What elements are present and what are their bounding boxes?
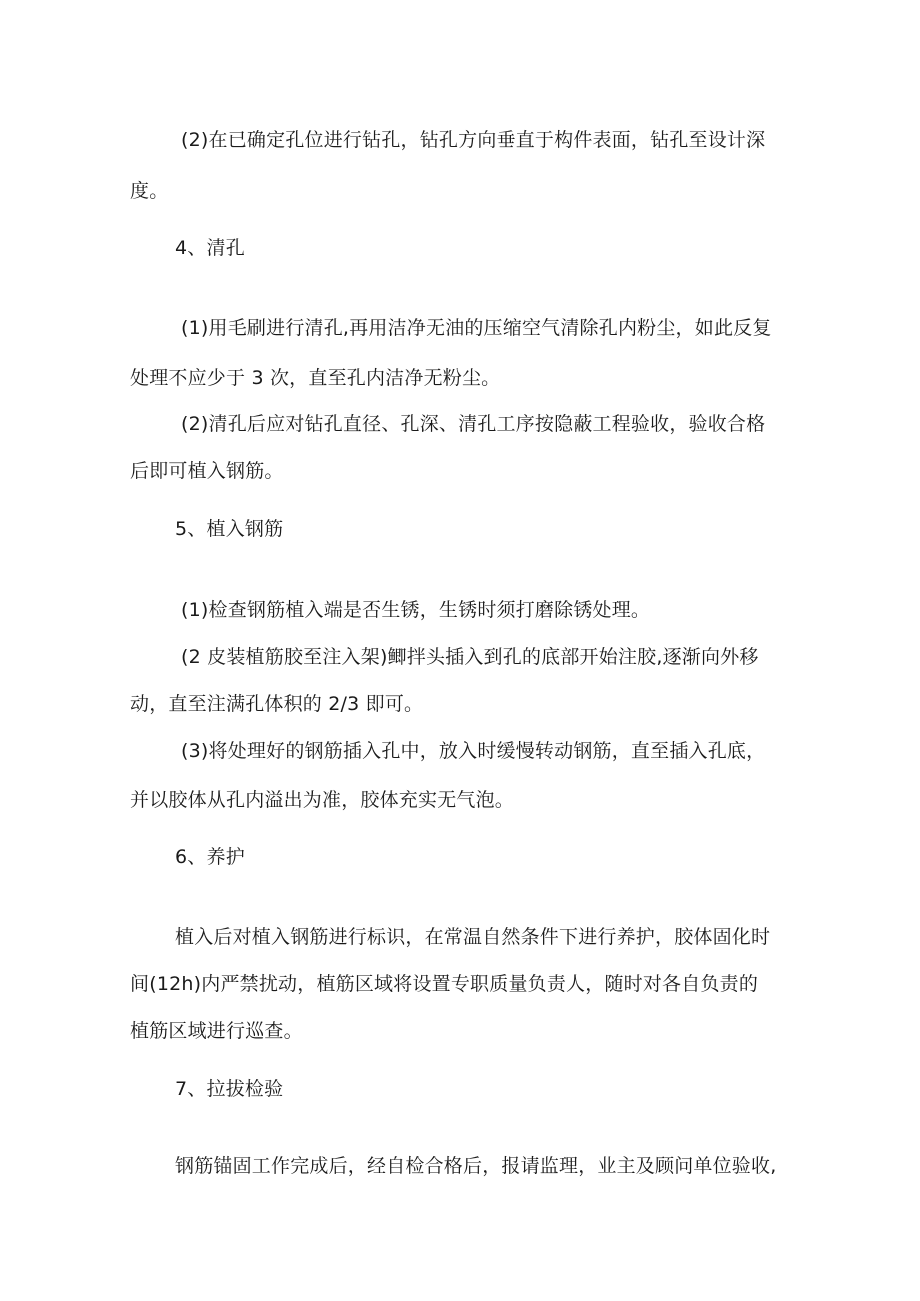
section-heading-pullout-test: 7、拉拔检验 <box>175 1078 284 1100</box>
paragraph-line-insert-1: (1)检查钢筋植入端是否生锈，生锈时须打磨除锈处理。 <box>181 599 651 621</box>
paragraph-line-pullout-1: 钢筋锚固工作完成后，经自检合格后，报请监理，业主及顾问单位验收, <box>175 1155 777 1177</box>
paragraph-line-clean-1-cont: 处理不应少于 3 次，直至孔内洁净无粉尘。 <box>130 367 501 389</box>
paragraph-line-drilling: (2)在已确定孔位进行钻孔，钻孔方向垂直于构件表面，钻孔至设计深 <box>181 129 766 151</box>
section-heading-clean-hole: 4、清孔 <box>175 237 245 259</box>
section-heading-insert-rebar: 5、植入钢筋 <box>175 518 284 540</box>
paragraph-line-clean-2-cont: 后即可植入钢筋。 <box>130 460 284 482</box>
paragraph-line-clean-2: (2)清孔后应对钻孔直径、孔深、清孔工序按隐蔽工程验收，验收合格 <box>181 413 766 435</box>
paragraph-line-insert-2: (2 皮装植筋胶至注入架)鲫拌头插入到孔的底部开始注胶,逐渐向外移 <box>181 646 759 668</box>
paragraph-line-clean-1: (1)用毛刷进行清孔,再用洁净无油的压缩空气清除孔内粉尘，如此反复 <box>181 317 772 339</box>
paragraph-line-curing-1: 植入后对植入钢筋进行标识，在常温自然条件下进行养护，胶体固化时 <box>175 926 771 948</box>
paragraph-line-insert-3-cont: 并以胶体从孔内溢出为准，胶体充实无气泡。 <box>130 789 515 811</box>
section-heading-curing: 6、养护 <box>175 846 245 868</box>
paragraph-line-insert-3: (3)将处理好的钢筋插入孔中，放入时缓慢转动钢筋，直至插入孔底， <box>181 740 766 762</box>
paragraph-line-insert-2-cont: 动，直至注满孔体积的 2/3 即可。 <box>130 693 424 715</box>
paragraph-line-drilling-cont: 度。 <box>130 180 169 202</box>
paragraph-line-curing-3: 植筋区域进行巡查。 <box>130 1020 303 1042</box>
paragraph-line-curing-2: 间(12h)内严禁扰动，植筋区域将设置专职质量负责人，随时对各自负责的 <box>130 973 759 995</box>
